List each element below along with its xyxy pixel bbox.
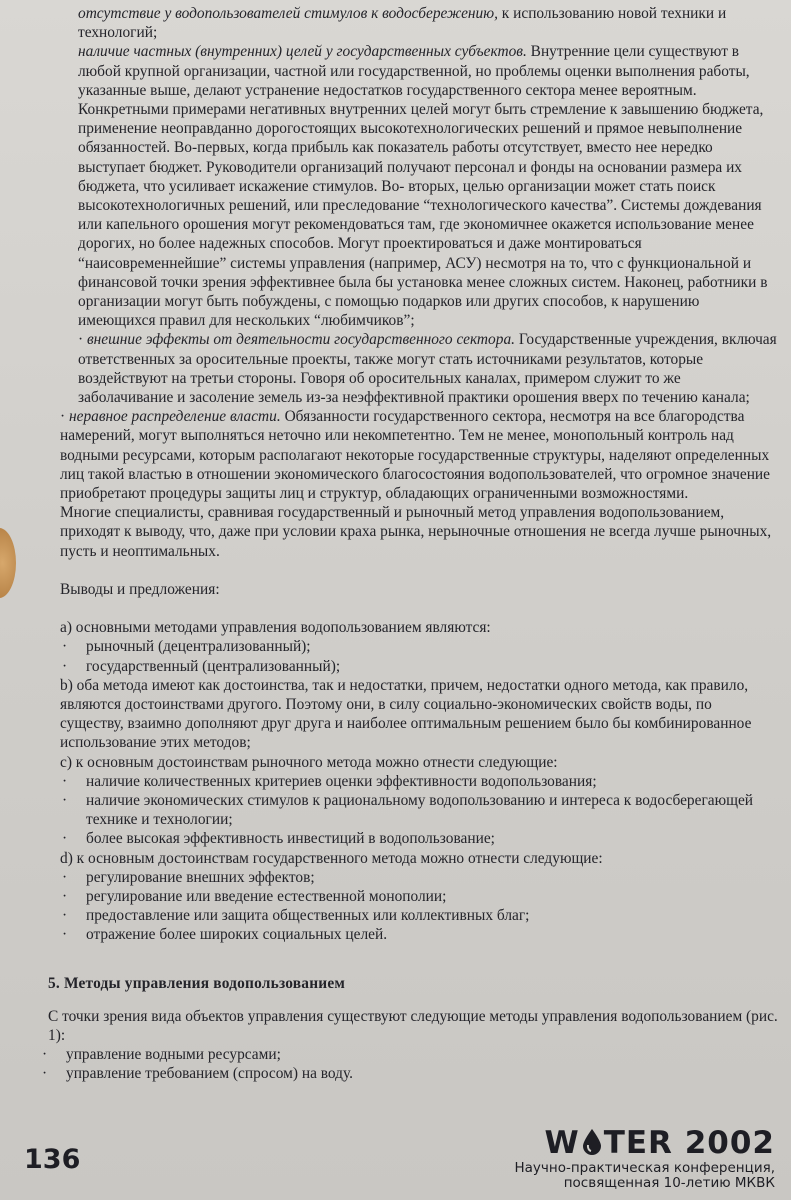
bullet-dot: · [62,830,68,848]
conclusions-title: Выводы и предложения: [60,580,220,598]
bullet-dot: · [42,1065,48,1083]
bullet-dot: · [62,926,68,944]
paragraph-text: · [60,408,69,426]
body-paragraph [30,407,778,503]
lettered-item [60,753,778,772]
body-paragraphs [30,4,778,561]
brand-subtitle-1: Научно-практическая конференция, [514,1160,775,1176]
item-text: предоставление или защита общественных или коллективных благ; [86,907,530,925]
section-items [30,1045,778,1083]
item-text: управление водными ресурсами; [66,1046,281,1064]
item-text: наличие количественных критериев оценки эффективности водопользования; [86,772,597,790]
logo-ter-2002: TER 2002 [603,1125,775,1161]
paragraph-text: Государственные учреждения, включая ответственных за оросительные проекты, также могут стать источниками результатов, которые воздействуют на третьи стороны. Говоря об оросительных каналах, примером служит то же заболачивание и засоление земель из-за неэффективной практики орошения вверх по течению канала; [78,331,777,407]
item-text: отражение более широких социальных целей. [86,926,388,944]
bullet-dot: · [42,1046,48,1064]
bullet-item [60,772,778,791]
item-text: регулирование или введение естественной монополии; [86,887,447,905]
bullet-dot: · [62,791,68,809]
bullet-dot: · [62,907,68,925]
bullet-dot: · [62,887,68,905]
item-text: государственный (централизованный); [86,657,341,675]
paragraph-text: к использованию новой техники и технологий; [78,5,727,42]
bullet-item [60,925,778,944]
italic-lead: неравное распределение власти. [68,408,281,426]
item-text: рыночный (децентрализованный); [86,638,311,656]
body-paragraph [30,42,778,330]
bullet-item [60,887,778,906]
item-text: регулирование внешних эффектов; [86,868,315,886]
bullet-dot: · [62,868,68,886]
body-paragraph [30,503,778,561]
lettered-item [60,676,778,753]
paragraph-text: Внутренние цели существуют в любой крупной организации, частной или государственной, но проблемы оценки выполнения работы, указанные выше, делают устранение недостатков государственного сектора менее вероятным. Конкретными примерами негативных внутренних целей могут быть стремление к завышению бюджета, применение неоправданно дорогостоящих высокотехнологических решений и прямое невыполнение обязанностей. Во-первых, когда прибыль как показатель работы отсутствует, вместо нее нередко выступает бюджет. Руководители организаций получают персонал и фонды на основании размера их бюджета, что усиливает искажение стимулов. Во- вторых, целью организации может стать поиск высокотехнологичных решений, или преследование “технологического качества”. Системы дождевания или капельного орошения могут рекомендоваться там, где экономичнее окажется использование менее дорогих, но более надежных способов. Могут проектироваться и даже монтироваться “наисовременнейшие” системы управления (например, АСУ) несмотря на то, что с функциональной и финансовой точки зрения эффективнее была бы установка менее сложных систем. Наконец, работники в организации могут быть побуждены, с помощью подарков или других способов, к нарушению имеющихся правил для нескольких “любимчиков”; [78,43,768,330]
brand-subtitle-2: посвященная 10-летию МКВК [563,1175,775,1191]
bullet-item [60,906,778,925]
section-bullet-item [30,1064,778,1083]
conference-brand [514,1125,775,1191]
item-text: наличие экономических стимулов к рациональному водопользованию и интереса к водосберегающей технике и технологии; [86,791,754,829]
bullet-dot: · [62,657,68,675]
item-text: c) к основным достоинствам рыночного метода можно отнести следующие: [60,753,558,771]
paragraph-text: Многие специалисты, сравнивая государственный и рыночный метод управления водопользованием, приходят к выводу, что, даже при условии краха рынка, нерыночные отношения не всегда лучше рыночных, пусть и неоптимальных. [60,504,772,560]
bullet-item [60,657,778,676]
italic-lead: внешние эффекты от деятельности государственного сектора. [86,331,515,349]
thumb-edge [0,528,16,598]
item-text: a) основными методами управления водопользованием являются: [60,619,491,637]
bullet-item [60,868,778,887]
italic-lead: отсутствие у водопользователей стимулов к водосбережению, [78,5,498,22]
bullet-dot: · [62,772,68,790]
conclusions-list [30,618,778,944]
paragraph-text: Обязанности государственного сектора, несмотря на все благородства намерений, могут выполняться неточно или некомпетентно. Тем не менее, монопольный контроль над водными ресурсами, которым располагают некоторые государственные структуры, наделяют определенных лиц такой властью в отношении экономического благосостояния водопользователей, что огромное значение приобретают процедуры защиты лиц и структур, обладающих ограниченными возможностями. [60,408,770,503]
bullet-dot: · [62,638,68,656]
page-number: 136 [24,1144,81,1175]
item-text: более высокая эффективность инвестиций в водопользование; [86,830,495,848]
lettered-item [60,618,778,637]
water-2002-logo [514,1125,775,1161]
logo-w: W [544,1125,580,1161]
item-text: управление требованием (спросом) на воду. [66,1065,354,1083]
paragraph-text: · [78,331,87,349]
section-intro: С точки зрения вида объектов управления существуют следующие методы управления водопользованием (рис. 1): [48,1007,778,1044]
item-text: b) оба метода имеют как достоинства, так и недостатки, причем, недостатки одного метода, как правило, являются достоинствами другого. Поэтому они, в силу социально-экономических свойств воды, по существу, взаимно дополняют друг друга и наиболее оптимальным решением было бы комбинированное использование этих методов; [60,676,752,752]
bullet-item [60,637,778,656]
bullet-item [60,829,778,848]
italic-lead: наличие частных (внутренних) целей у государственных субъектов. [78,43,527,61]
lettered-item [60,849,778,868]
body-paragraph [30,330,778,407]
section-bullet-item [30,1045,778,1064]
bullet-item [60,791,778,829]
item-text: d) к основным достоинствам государственного метода можно отнести следующие: [60,849,603,867]
section-heading: 5. Методы управления водопользованием [48,974,346,992]
body-paragraph [30,4,778,42]
page-body [30,4,778,1084]
water-drop-icon [581,1128,603,1156]
